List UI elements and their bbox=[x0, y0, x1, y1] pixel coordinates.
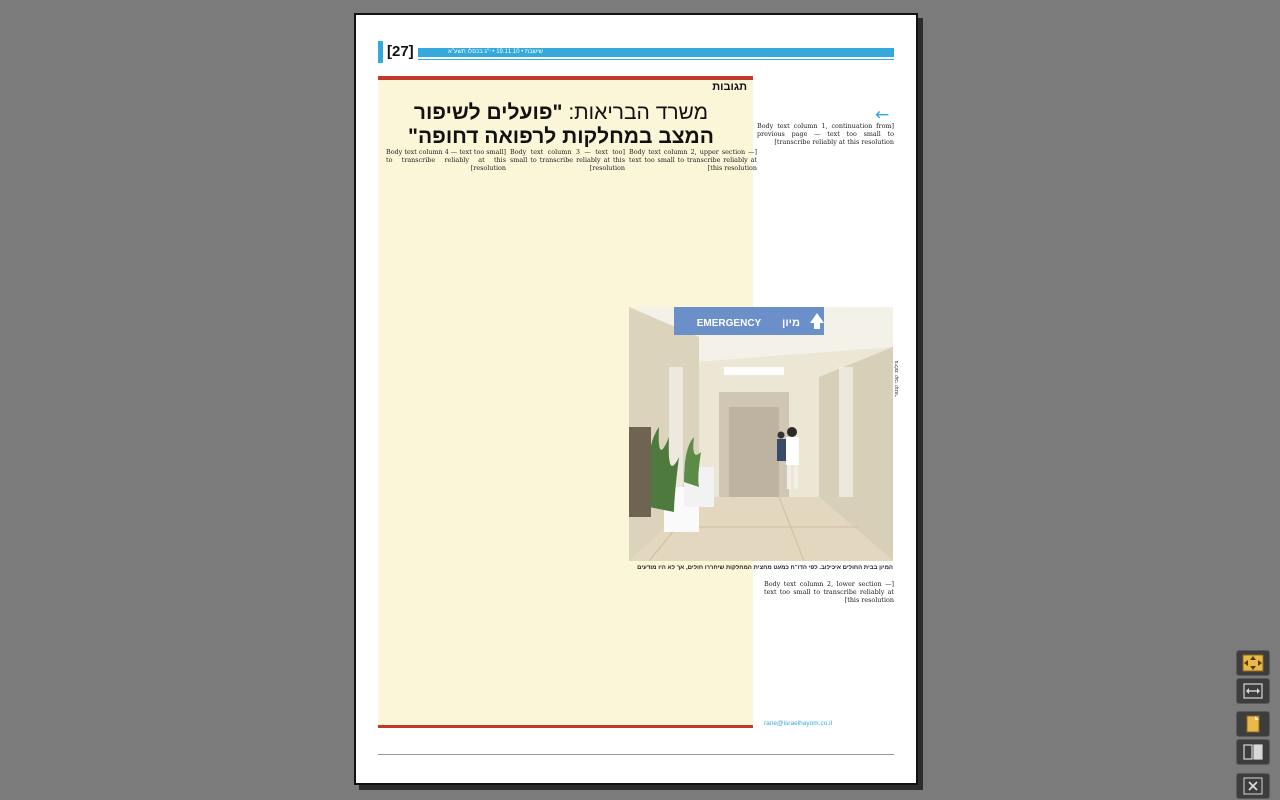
photo-credit bbox=[894, 307, 904, 397]
fit-width-icon bbox=[1242, 682, 1264, 700]
paragraph: [Body text column 3 — text too small to transcribe reliably at this resolution] bbox=[510, 149, 625, 172]
text-column-1 bbox=[757, 123, 894, 313]
two-page-button[interactable] bbox=[1236, 739, 1270, 765]
paragraph: [Body text column 2, upper section — text too small to transcribe reliably at this resolution] bbox=[629, 149, 757, 172]
headline-quote-1: "פועלים לשיפור bbox=[413, 101, 563, 124]
fit-page-button[interactable] bbox=[1236, 650, 1270, 676]
headline-quote-2: המצב במחלקות לרפואה דחופה" bbox=[407, 125, 714, 148]
two-page-icon bbox=[1242, 743, 1264, 761]
paragraph: [Body text column 2, lower section — text too small to transcribe reliably at this resolution] bbox=[764, 581, 894, 604]
page-number: [27] bbox=[378, 41, 418, 63]
fit-page-icon bbox=[1242, 654, 1264, 672]
emergency-sign-english: EMERGENCY bbox=[696, 318, 762, 329]
bottom-rule bbox=[378, 754, 894, 755]
hospital-photo bbox=[629, 307, 893, 561]
single-page-button[interactable] bbox=[1236, 711, 1270, 737]
headline bbox=[400, 101, 722, 149]
photo-credit-text: צילום: קובי קנטור bbox=[894, 360, 900, 397]
photo-caption: המיון בבית החולים איכילוב. לפי הדו"ח כמעט מחצית המחלקות שיחררו חולים, אך לא היו מודעים bbox=[637, 565, 893, 571]
fit-width-button[interactable] bbox=[1236, 678, 1270, 704]
section-label: תגובות bbox=[712, 81, 747, 93]
close-button[interactable] bbox=[1236, 773, 1270, 799]
newspaper-page bbox=[354, 13, 918, 785]
header-rule-thin bbox=[378, 59, 894, 60]
emergency-sign-hebrew: מיון bbox=[782, 317, 800, 329]
text-column-4 bbox=[386, 149, 506, 715]
headline-prefix: משרד הבריאות: bbox=[568, 101, 709, 124]
text-column-2-bottom bbox=[764, 581, 894, 715]
text-column-2-top bbox=[629, 149, 757, 299]
publication-info: שישבת • 19.11.10 • י"ג בכסלו תשע"א bbox=[448, 49, 544, 55]
paragraph: [Body text column 4 — text too small to transcribe reliably at this resolution] bbox=[386, 149, 506, 172]
author-email: rane@israelhayom.co.il bbox=[764, 720, 833, 727]
single-page-icon bbox=[1242, 715, 1264, 733]
close-icon bbox=[1242, 777, 1264, 795]
continuation-arrow-icon: ← bbox=[875, 105, 890, 125]
text-column-3 bbox=[510, 149, 625, 715]
paragraph: [Body text column 1, continuation from previous page — text too small to transcribe reliably at this resolution] bbox=[757, 123, 894, 146]
